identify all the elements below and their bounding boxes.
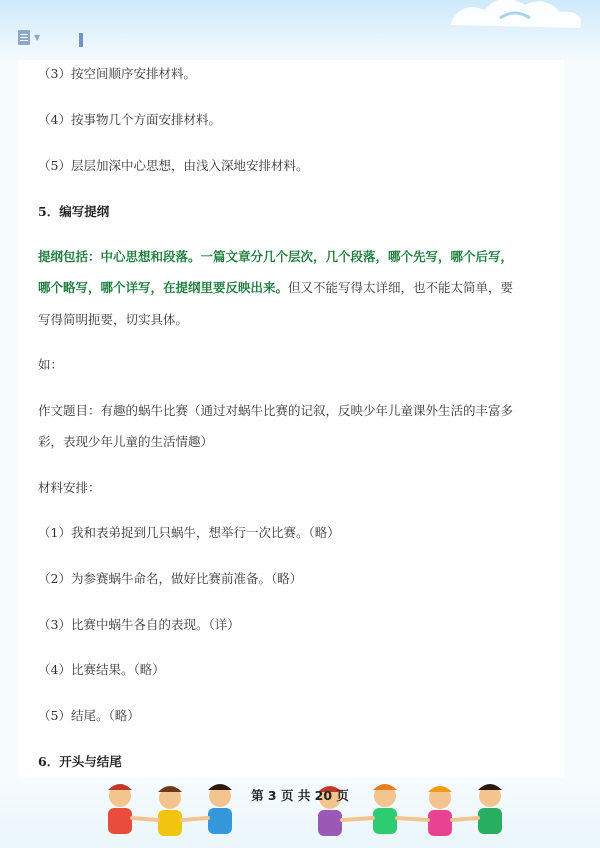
chevron-down-icon[interactable]: ▼ <box>34 33 41 42</box>
list-item: （4）按事物几个方面安排材料。 <box>38 112 221 127</box>
cloud-decoration <box>440 0 590 40</box>
section-heading: 5．编写提纲 <box>38 204 110 219</box>
paragraph-text: 但又不能写得太详细，也不能太简单，要 <box>288 280 514 295</box>
list-item: （3）比赛中蜗牛各自的表现。（详） <box>38 617 240 632</box>
list-item: （5）层层加深中心思想，由浅入深地安排材料。 <box>38 158 309 173</box>
example-label: 如： <box>38 357 64 372</box>
material-label: 材料安排： <box>38 480 101 495</box>
list-item: （2）为参赛蜗牛命名，做好比赛前准备。（略） <box>38 571 303 586</box>
essay-title-line: 彩，表现少年儿童的生活情趣） <box>38 434 214 449</box>
text-cursor-icon <box>79 33 83 47</box>
page-number: 第 3 页 共 20 页 <box>251 788 349 803</box>
paragraph-line <box>38 279 513 297</box>
document-icon[interactable] <box>18 30 30 45</box>
list-item: （1）我和表弟捉到几只蜗牛，想举行一次比赛。（略） <box>38 525 340 540</box>
list-item: （5）结尾。（略） <box>38 708 140 723</box>
section-heading: 6．开头与结尾 <box>38 754 122 769</box>
paragraph-highlight: 哪个略写，哪个详写，在提纲里要反映出来。 <box>38 280 289 295</box>
paragraph-line: 写得简明扼要，切实具体。 <box>38 312 189 327</box>
list-item: （4）比赛结果。（略） <box>38 662 165 677</box>
essay-title-line: 作文题目：有趣的蜗牛比赛（通过对蜗牛比赛的记叙，反映少年儿童课外生活的丰富多 <box>38 403 514 418</box>
toolbar <box>18 30 40 45</box>
list-item: （3）按空间顺序安排材料。 <box>38 66 196 81</box>
paragraph-highlight: 提纲包括：中心思想和段落。一篇文章分几个层次，几个段落，哪个先写，哪个后写， <box>38 249 514 264</box>
